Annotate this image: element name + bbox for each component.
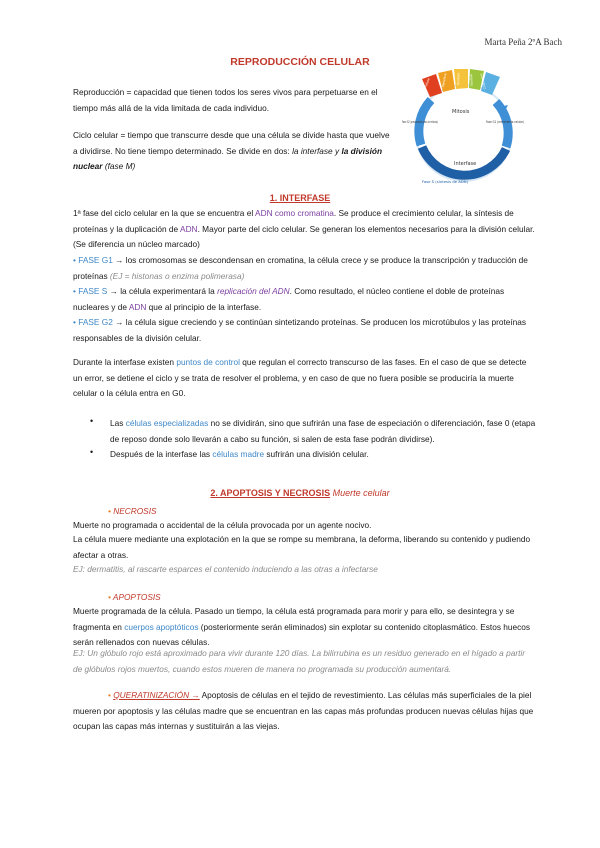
fase-s-text: que al principio de la interfase.: [148, 301, 262, 312]
paragraph-text: que regulan el correcto transcurso de las fases. En el caso de que se detecte un error, se detiene el ciclo y se trata de resolver el problema, y en caso de que no fuera posible se produciría la muerte celular o la célula entra en G0.: [73, 357, 527, 399]
adn-term: ADN: [128, 301, 147, 312]
necrosis-label-text: NECROSIS: [113, 506, 157, 516]
celulas-especializadas-term: células especializadas: [125, 418, 209, 428]
author-header: Marta Peña 2ºA Bach: [484, 37, 562, 47]
adn-term: ADN: [180, 223, 198, 234]
diagram-label-profase: Profase: [423, 77, 431, 90]
fase-g1-item: [73, 253, 535, 284]
diagram-label-g1: Fase G1 (crecimiento celular): [486, 120, 525, 124]
intro-text: Reproducción = capacidad que tienen todos los seres vivos para perpetuarse en el tiempo más allá de la vida limitada de cada individuo.: [73, 87, 378, 113]
fase-g1-note: (EJ = histonas o enzima polimerasa): [109, 270, 245, 281]
apoptosis-example: EJ: Un glóbulo rojo está aproximado para vivir durante 120 días. La bilirrubina es un residuo generado en el hígado a partir de glóbulos rojos muertos, cuando estos mueren de manera no programada su producción aumentará.: [73, 648, 525, 674]
fase-s-text: → la célula experimentará la: [109, 286, 215, 296]
bullet-icon: •: [90, 447, 94, 457]
apoptosis-text: Muerte programada de la célula. Pasado un tiempo, la célula está programada para morir y para ello, se desintegra y se fragmenta en: [73, 606, 515, 632]
list-item-madre: [110, 447, 540, 463]
interfase-term: la interfase: [292, 145, 333, 156]
diagram-label-citocinesis: Citocinesis: [478, 73, 487, 90]
necrosis-example: EJ: dermatitis, al rascarte esparces el contenido induciendo a las otras a infectarse: [73, 564, 378, 574]
diagram-label-metafase: Metafase: [441, 72, 448, 88]
queratinizacion-paragraph: [73, 688, 535, 735]
diagram-label-s: Fase S (síntesis de ADN): [422, 179, 469, 184]
list-text: no se dividirán, sino que sufrirán una fase de especiación o diferenciación, fase 0 (etapa de reposo donde solo llevarán a cabo su función, si salen de esta fase podrán dividirse).: [110, 418, 536, 444]
fase-g2-label: FASE G2: [78, 317, 113, 327]
fase-s-item: [73, 284, 535, 315]
page-title: REPRODUCCIÓN CELULAR: [230, 56, 370, 68]
queratinizacion-label: QUERATINIZACIÓN →: [113, 690, 200, 700]
cycle-text: Ciclo celular = tiempo que transcurre desde que una célula se divide hasta que vuelve a dividirse. No tiene tiempo determinado. Se divide en dos:: [73, 130, 390, 156]
fase-g2-item: [73, 315, 535, 346]
adn-cromatina-term: ADN como cromatina: [255, 208, 334, 218]
fase-g2-text: → la célula sigue creciendo y se continúan sintetizando proteínas. Se producen los microtúbulos y las proteínas responsables de la división celular.: [73, 317, 527, 343]
and-word: y: [334, 145, 340, 156]
intro-cycle-definition: [73, 128, 395, 175]
bullet-icon: •: [108, 506, 111, 516]
diagram-label-anafase: Anafase: [456, 72, 461, 86]
bullet-icon: •: [108, 592, 111, 602]
necrosis-p2: La célula muere mediante una explotación en la que se rompe su membrana, la deforma, liberando su contenido y pudiendo afectar a otras.: [73, 534, 531, 560]
apoptosis-text: (posteriormente serán eliminados) sin explotar su contenido citoplasmático. Estos huecos serán rellenados con nuevas células.: [73, 621, 531, 648]
list-text: Después de la interfase las: [110, 449, 211, 459]
interfase-text: . Se produce el crecimiento celular, la síntesis de proteínas y la duplicación de: [73, 208, 514, 234]
necrosis-p1: Muerte no programada o accidental de la célula provocada por un agente nocivo.: [73, 520, 372, 530]
fase-m-term: (fase M): [104, 161, 136, 172]
cell-cycle-diagram: [400, 67, 525, 192]
division-term: la división nuclear: [73, 145, 383, 172]
replicacion-term: replicación del ADN: [217, 286, 290, 296]
fase-g1-text: → los cromosomas se descondensan en cromatina, la célula crece y se produce la transcripción y traducción de proteínas: [73, 255, 528, 281]
interfase-text: 1ª fase del ciclo celular en la que se encuentra el: [73, 208, 254, 218]
puntos-control-paragraph: [73, 355, 535, 402]
cuerpos-apoptoticos-term: cuerpos apoptóticos: [124, 621, 199, 632]
puntos-control-term: puntos de control: [176, 357, 240, 367]
interfase-intro: [73, 206, 535, 253]
fase-s-label: FASE S: [78, 286, 108, 296]
fase-s-text: . Como resultado, el núcleo contiene el doble de proteínas nucleares y de: [73, 286, 505, 312]
queratinizacion-text: Apoptosis de células en el tejido de revestimiento. Las células más superficiales de la piel mueren por apoptosis y las células madre que se encuentran en las capas más profundas producen nuevas células hijas que ocupan las capas más internas y sustituirán a las viejas.: [73, 690, 534, 732]
apoptosis-label-text: APOPTOSIS: [112, 592, 161, 602]
section-heading-apoptosis: [0, 488, 600, 498]
list-text: Las: [110, 418, 124, 428]
list-text: sufrirán una división celular.: [266, 449, 369, 459]
diagram-label-g2: Fase G2 (preparación para la mitosis): [402, 120, 439, 124]
bullet-icon: •: [73, 255, 76, 265]
section-heading-interfase: 1. INTERFASE: [269, 193, 331, 203]
paragraph-text: Durante la interfase existen: [73, 357, 175, 367]
diagram-label-telofase: Telofase: [468, 73, 474, 87]
diagram-label-mitosis: Mitosis: [452, 109, 470, 115]
apoptosis-heading-text: 2. APOPTOSIS Y NECROSIS: [210, 488, 331, 498]
apoptosis-heading-sub: Muerte celular: [332, 488, 390, 498]
apoptosis-p1: [73, 604, 535, 651]
bullet-icon: •: [108, 690, 111, 700]
bullet-icon: •: [73, 286, 76, 296]
bullet-icon: •: [73, 317, 76, 327]
bullet-icon: •: [90, 416, 94, 426]
intro-definition: [73, 85, 393, 116]
interfase-text: . Mayor parte del ciclo celular. Se generan los elementos necesarios para la división celular. (Se diferencia un núcleo marcado): [73, 223, 535, 250]
list-item-especializadas: [110, 416, 540, 447]
celulas-madre-term: células madre: [212, 449, 265, 459]
fase-g1-label: FASE G1: [78, 255, 113, 265]
diagram-label-interfase: Interfase: [454, 161, 477, 167]
